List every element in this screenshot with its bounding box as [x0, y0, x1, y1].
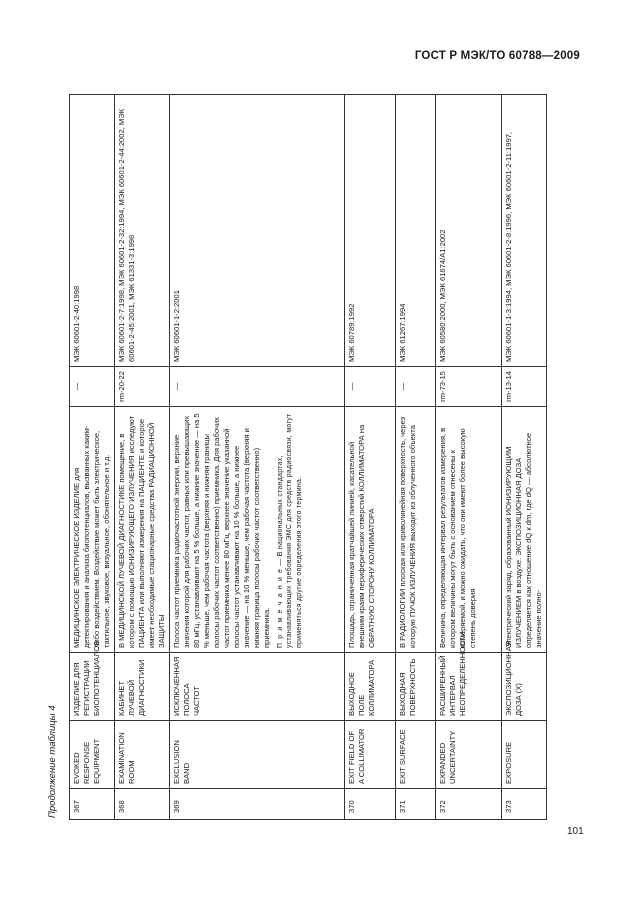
table-row	[345, 95, 396, 820]
term-russian: ВЫХОДНАЯ ПОВЕРХНОСТЬ	[396, 653, 436, 721]
term-english: EXIT SURFACE	[396, 721, 436, 789]
term-russian: ВЫХОДНОЕ ПОЛЕ КОЛЛИМАТОРА	[345, 653, 396, 721]
term-number: 367	[70, 789, 115, 820]
term-russian: РАСШИРЕННЫЙ ИНТЕРВАЛ НЕОПРЕДЕЛЕННОСТИ	[436, 653, 502, 721]
term-number: 370	[345, 789, 396, 820]
table-row	[170, 95, 345, 820]
term-reference: rm-13-14	[502, 367, 547, 407]
term-english: EXAMINATION ROOM	[115, 721, 170, 789]
term-definition: Величина, определяющая интервал результатов измерения, в котором величины могут быть с основанием отнесены к измеряемой, и можно ожидать, что они имеют более высокую степень доверия	[436, 407, 502, 653]
term-reference: rm-20-22	[115, 367, 170, 407]
term-reference: —	[396, 367, 436, 407]
term-source: МЭК 60789:1992	[345, 95, 396, 367]
term-russian: ИСКЛЮЧЕННАЯ ПОЛОСА ЧАСТОТ	[170, 653, 345, 721]
term-reference: —	[70, 367, 115, 407]
term-source: МЭК 60580:2000, МЭК 61674/A1:2002	[436, 95, 502, 367]
table-row	[396, 95, 436, 820]
term-number: 369	[170, 789, 345, 820]
term-english: EXIT FIELD OF A COLLIMATOR	[345, 721, 396, 789]
term-english: EXPOSURE	[502, 721, 547, 789]
term-definition: Площадь, ограниченная кратчайшей линией, касательной внешним краям периферических отверстий КОЛЛИМАТОРА на ОБРАТНУЮ СТОРОНУ КОЛЛИМАТОРА	[345, 407, 396, 653]
term-number: 368	[115, 789, 170, 820]
table-row	[436, 95, 502, 820]
term-source: МЭК 60601-2-7:1998, МЭК 60601-2-32:1994, МЭК 60601-2-44:2002, МЭК 60601-2-45:2001, МЭК 61331-3:1998	[115, 95, 170, 367]
term-definition: В МЕДИЦИНСКОЙ ЛУЧЕВОЙ ДИАГНОСТИКЕ помещение, в котором с помощью ИОНИЗИРУЮЩЕГО ИЗЛУЧЕНИЯ исследуют ПАЦИЕНТА или выполняют измерения на ПАЦИЕНТЕ и которое имеет необходимые стационарные средства РАДИАЦИОННОЙ ЗАЩИТЫ	[115, 407, 170, 653]
term-source: МЭК 61267:1994	[396, 95, 436, 367]
term-number: 371	[396, 789, 436, 820]
note-label: П р и м е ч а н и е	[277, 567, 285, 648]
term-number: 372	[436, 789, 502, 820]
term-reference: rm-73-15	[436, 367, 502, 407]
term-reference: —	[345, 367, 396, 407]
table-row	[115, 95, 170, 820]
term-definition	[170, 407, 345, 653]
definition-note	[276, 411, 303, 648]
term-source: МЭК 60601-1-3:1994, МЭК 60601-2-8:1996, МЭК 60601-2-11:1997,	[502, 95, 547, 367]
term-definition: МЕДИЦИНСКОЕ ЭЛЕКТРИЧЕСКОЕ ИЗДЕЛИЕ для детектирования и анализа биопотенциалов, вызванных каким-либо воздействием. Воздействие может быть электрическое, тактильное, звуковое, визуальное, обонятельное и т.д.	[70, 407, 115, 653]
definition-text: Полоса частот приемника радиочастотной энергии, верхние значения которой для рабочих частот, равных или превышающих 80 мГц, устанавливают на 5 % больше, а нижние значение — на 5 % меньше, чем рабочая частота (верхняя и нижняя границы полосы рабочих частот соответственно) приемника. Для рабочих частот приемника менее 80 мГц, верхнее значение указанной полосы частот устанавливают на 10 % больше, а нижнее значение — на 10 % меньше, чем рабочая частота (верхняя и нижняя граница полосы рабочих частот соответственно) приемника.	[172, 413, 272, 648]
note-text: — В национальных стандартах, устанавливающих требования ЭМС для средств радиосвязи, могут применяться другие определения этого термина.	[277, 413, 303, 648]
term-russian: ИЗДЕЛИЕ ДЛЯ РЕГИСТРАЦИИ БИОПОТЕНЦИАЛОВ	[70, 653, 115, 721]
table-row	[70, 95, 115, 820]
term-english: EVOKED RESPONSE EQUIPMENT	[70, 721, 115, 789]
term-russian: ЭКСПОЗИЦИОННАЯ ДОЗА (X)	[502, 653, 547, 721]
document-header: ГОСТ Р МЭК/ТО 60788—2009	[414, 50, 580, 62]
term-number: 373	[502, 789, 547, 820]
page-number: 101	[567, 826, 584, 837]
term-english: EXPANDED UNCERTAINTY	[436, 721, 502, 789]
term-definition: Электрический заряд, образованный ИОНИЗИРУЮЩИМ ИЗЛУЧЕНИЕМ в воздухе. ЭКСПОЗИЦИОННАЯ ДОЗА определяется как отношение dQ к dm, где dQ — абсолютное значение полно-	[502, 407, 547, 653]
table-caption: Продолжение таблицы 4	[47, 705, 58, 818]
term-source: МЭК 60601-1-2:2001	[170, 95, 345, 367]
term-source: МЭК 60601-2-40:1998	[70, 95, 115, 367]
table-row	[502, 95, 547, 820]
terms-table	[69, 94, 547, 820]
term-english: EXCLUSION BAND	[170, 721, 345, 789]
term-definition: В РАДИОЛОГИИ плоская или криволинейная поверхность, через которую ПУЧОК ИЗЛУЧЕНИЯ выходит из облученного объекта	[396, 407, 436, 653]
term-russian: КАБИНЕТ ЛУЧЕВОЙ ДИАГНОСТИКИ	[115, 653, 170, 721]
term-reference: —	[170, 367, 345, 407]
